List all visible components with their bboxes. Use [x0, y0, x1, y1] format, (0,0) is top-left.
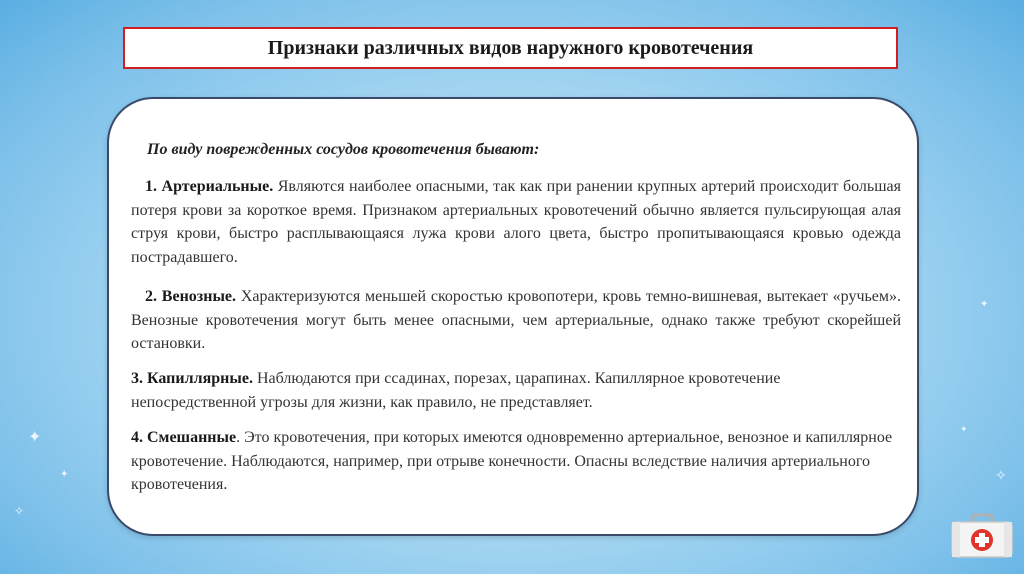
- item-capillary: [131, 367, 901, 414]
- slide-title: Признаки различных видов наружного кровотечения: [267, 36, 754, 59]
- item-label: 1. Артериальные.: [145, 178, 274, 195]
- item-text: Наблюдаются при ссадинах, порезах, царапинах. Капиллярное кровотечение непосредственной угрозы для жизни, как правило, не представляет.: [131, 370, 781, 411]
- item-label: 3. Капиллярные.: [131, 370, 253, 387]
- item-mixed: [131, 426, 901, 497]
- content-panel: [107, 97, 919, 536]
- item-arterial: [131, 175, 901, 269]
- item-text: Являются наиболее опасными, так как при ранении крупных артерий происходит большая потеря крови за короткое время. Признаком артериальных кровотечений обычно является пульсирующая алая струя крови, быстро расплывающаяся лужа крови алого цвета, быстро пропитывающаяся кровью одежда пострадавшего.: [131, 178, 901, 266]
- intro-text: По виду поврежденных сосудов кровотечения бывают:: [147, 141, 540, 158]
- item-text: Характеризуются меньшей скоростью кровопотери, кровь темно-вишневая, вытекает «ручьем». Венозные кровотечения могут быть менее опасными, чем артериальные, однако также требуют скорейшей остановки.: [131, 288, 902, 352]
- sparkle-icon: ✧: [995, 469, 1007, 484]
- item-venous: [131, 285, 901, 356]
- sparkle-icon: ✧: [14, 504, 25, 518]
- slide-title-box: [123, 27, 898, 69]
- sparkle-icon: ✦: [28, 429, 42, 446]
- item-label: 4. Смешанные: [131, 429, 237, 446]
- item-text: . Это кровотечения, при которых имеются одновременно артериальное, венозное и капиллярное кровотечение. Наблюдаются, например, при отрыве конечности. Опасны вследствие наличия артериального кровотечения.: [131, 429, 893, 493]
- item-label: 2. Венозные.: [145, 288, 237, 305]
- sparkle-icon: ✦: [60, 469, 69, 480]
- sparkle-icon: ✦: [960, 424, 968, 434]
- sparkle-icon: ✦: [980, 299, 989, 310]
- first-aid-kit-icon: [950, 513, 1014, 559]
